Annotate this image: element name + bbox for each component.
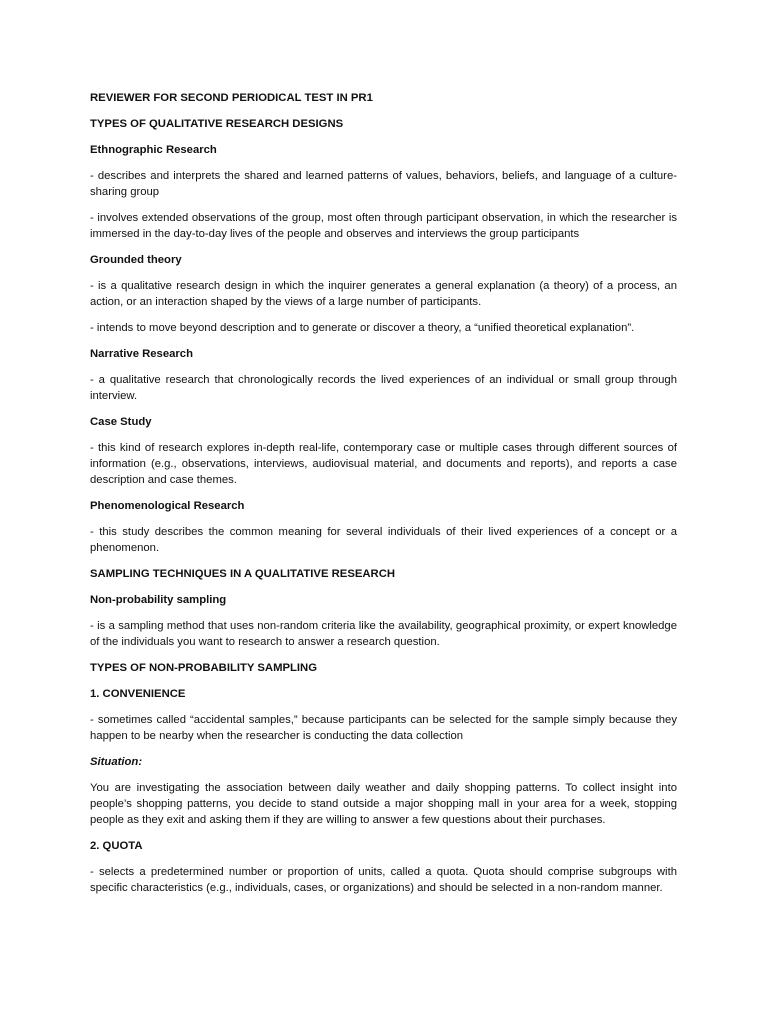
paragraph-ethnographic-1: - describes and interprets the shared and learned patterns of values, behaviors, beliefs, and language of a culture-sharing group <box>90 170 677 198</box>
situation-label: Situation: <box>90 756 143 768</box>
subheading-ethnographic: Ethnographic Research <box>90 144 217 156</box>
document-title: REVIEWER FOR SECOND PERIODICAL TEST IN PR1 <box>90 92 373 104</box>
subheading-convenience: 1. CONVENIENCE <box>90 688 186 700</box>
paragraph-grounded-2: - intends to move beyond description and to generate or discover a theory, a “unified theoretical explanation”. <box>90 322 635 334</box>
section-heading-qualitative-designs: TYPES OF QUALITATIVE RESEARCH DESIGNS <box>90 118 344 130</box>
paragraph-quota: - selects a predetermined number or proportion of units, called a quota. Quota should comprise subgroups with specific characteristics (e.g., individuals, cases, or organizations) and should be selected in a non-random manner. <box>90 866 677 894</box>
paragraph-grounded-1: - is a qualitative research design in which the inquirer generates a general explanation (a theory) of a process, an action, or an interaction shaped by the views of a large number of participants. <box>90 280 677 308</box>
subheading-quota: 2. QUOTA <box>90 840 143 852</box>
subheading-grounded-theory: Grounded theory <box>90 254 182 266</box>
subheading-case-study: Case Study <box>90 416 152 428</box>
paragraph-non-probability: - is a sampling method that uses non-random criteria like the availability, geographical proximity, or expert knowledge of the individuals you want to research to answer a research question. <box>90 620 677 648</box>
section-heading-non-probability-types: TYPES OF NON-PROBABILITY SAMPLING <box>90 662 317 674</box>
subheading-phenomenological: Phenomenological Research <box>90 500 245 512</box>
paragraph-situation: You are investigating the association between daily weather and daily shopping patterns. To collect insight into people’s shopping patterns, you decide to stand outside a major shopping mall in your area for a week, stopping people as they exit and asking them if they are willing to answer a few questions about their purchases. <box>90 782 677 826</box>
paragraph-narrative: - a qualitative research that chronologically records the lived experiences of an individual or small group through interview. <box>90 374 677 402</box>
paragraph-ethnographic-2: - involves extended observations of the group, most often through participant observation, in which the researcher is immersed in the day-to-day lives of the people and observes and interviews the group participants <box>90 212 677 240</box>
paragraph-case-study: - this kind of research explores in-depth real-life, contemporary case or multiple cases through different sources of information (e.g., observations, interviews, audiovisual material, and documents and reports), and reports a case description and case themes. <box>90 442 677 486</box>
subheading-narrative: Narrative Research <box>90 348 193 360</box>
subheading-non-probability: Non-probability sampling <box>90 594 227 606</box>
document-page <box>90 90 677 906</box>
section-heading-sampling-techniques: SAMPLING TECHNIQUES IN A QUALITATIVE RESEARCH <box>90 568 396 580</box>
paragraph-convenience: - sometimes called “accidental samples,” because participants can be selected for the sample simply because they happen to be nearby when the researcher is conducting the data collection <box>90 714 677 742</box>
paragraph-phenomenological: - this study describes the common meaning for several individuals of their lived experiences of a concept or a phenomenon. <box>90 526 677 554</box>
